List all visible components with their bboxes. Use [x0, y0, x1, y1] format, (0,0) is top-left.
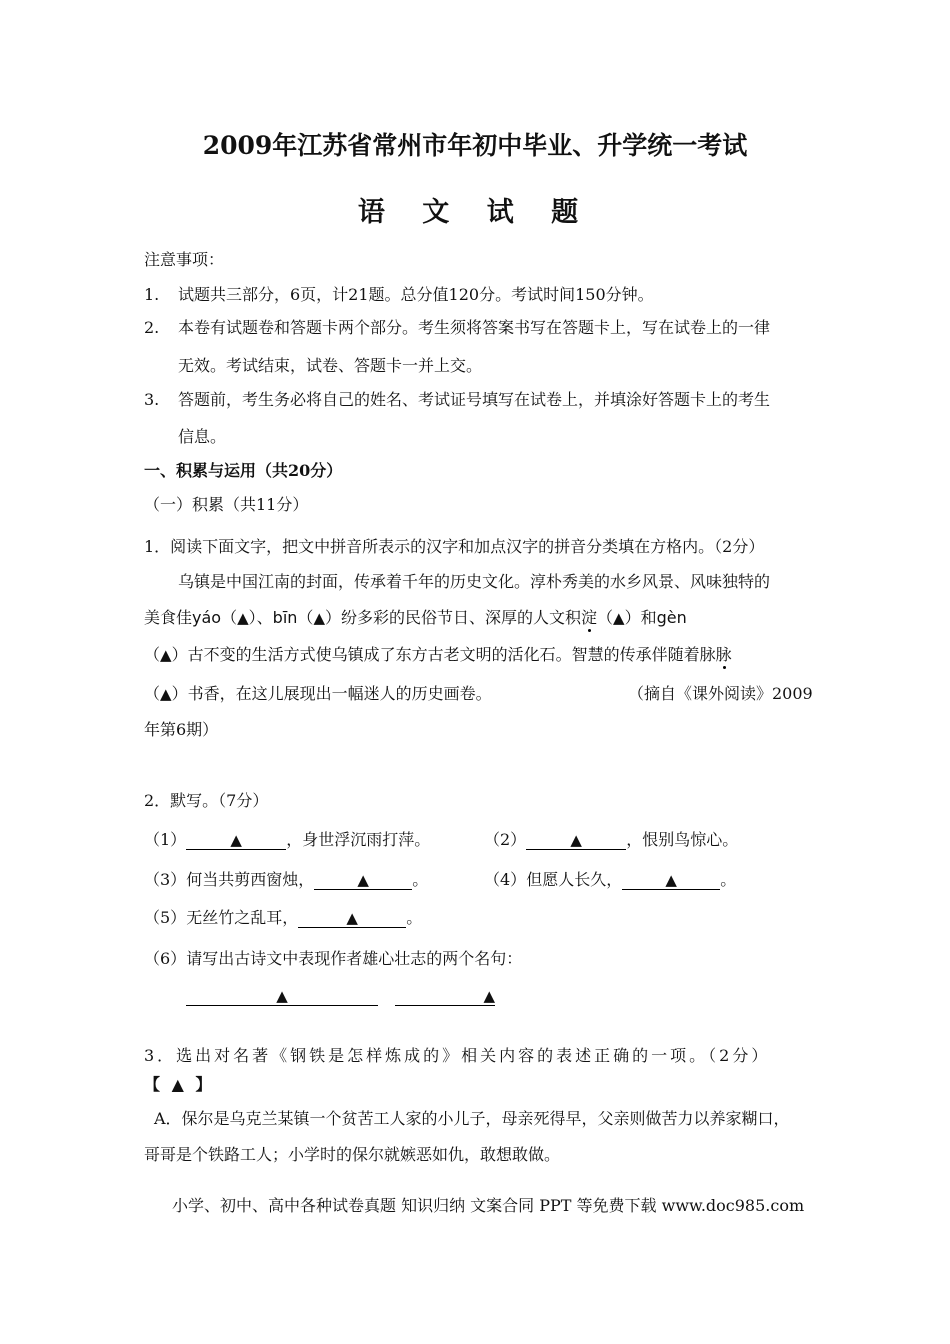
close-paren: ） [248, 608, 257, 627]
question-1-passage-line-1: 乌镇是中国江南的封面，传承着千年的历史文化。淳朴秀美的水乡风景、风味独特的 [178, 572, 771, 591]
section-subheading: （一）积累（共11分） [144, 495, 309, 514]
item-text: 何当共剪西窗烛， [186, 870, 315, 889]
pinyin-3: gèn [656, 608, 687, 627]
question-1-prompt: 1．阅读下面文字，把文中拼音所表示的汉字和加点汉字的拼音分类填在方格内。（2分） [144, 537, 765, 556]
recitation-item-6 [144, 949, 522, 969]
notice-item-3-text-cont: 信息。 [178, 427, 227, 446]
item-text: 但愿人长久， [526, 870, 623, 889]
question-1-passage-line-4 [144, 684, 492, 704]
item-text: 。 [720, 870, 737, 889]
recitation-item-4 [484, 870, 736, 890]
notice-heading: 注意事项： [144, 250, 225, 269]
answer-triangle: ▲ [570, 831, 582, 849]
passage-source-cont: 年第6期） [144, 720, 219, 739]
open-paren: （ [144, 645, 161, 664]
dotted-character-1: 淀 [581, 608, 598, 627]
question-3-prompt: 3．选出对名著《钢铁是怎样炼成的》相关内容的表述正确的一项。（2分） [144, 1046, 771, 1065]
notice-item-3-text: 答题前，考生务必将自己的姓名、考试证号填写在试卷上，并填涂好答题卡上的考生 [178, 390, 771, 409]
recitation-item-3 [144, 870, 428, 890]
answer-triangle: ▲ [276, 987, 288, 1005]
recitation-item-2 [484, 830, 738, 850]
answer-triangle-2: ▲ [313, 609, 325, 627]
answer-triangle: ▲ [230, 831, 242, 849]
answer-triangle: ▲ [346, 909, 358, 927]
answer-triangle-4: ▲ [160, 646, 172, 664]
footer-text: 小学、初中、高中各种试卷真题 知识归纳 文案合同 PPT 等免费下载 www.doc985.com [172, 1196, 805, 1215]
passage-text: 书香，在这儿展现出一幅迷人的历史画卷。 [187, 684, 492, 703]
option-a-cont: 哥哥是个铁路工人；小学时的保尔就嫉恶如仇，敢想敢做。 [144, 1145, 561, 1164]
item-text: 。 [406, 908, 423, 927]
recitation-item-5 [144, 908, 422, 928]
question-2-prompt: 2．默写。（7分） [144, 791, 269, 810]
answer-blank [186, 831, 286, 850]
notice-item-1-text: 试题共三部分，6页，计21题。总分值120分。考试时间150分钟。 [178, 285, 654, 304]
answer-triangle: ▲ [357, 871, 369, 889]
passage-text: 和 [640, 608, 657, 627]
notice-item-2-text-cont: 无效。考试结束，试卷、答题卡一并上交。 [178, 356, 483, 375]
separator: 、 [256, 608, 273, 627]
close-paren: ） [624, 608, 641, 627]
option-a: A．保尔是乌克兰某镇一个贫苦工人家的小儿子，母亲死得早，父亲则做苦力以养家糊口， [154, 1109, 790, 1128]
item-text: 无丝竹之乱耳， [186, 908, 299, 927]
item-number: （6） [144, 949, 187, 968]
answer-blank [314, 871, 412, 890]
exam-title: 2009年江苏省常州市年初中毕业、升学统一考试 [202, 131, 748, 160]
recitation-item-6-blanks [186, 986, 495, 1006]
passage-text: 古不变的生活方式使乌镇成了东方古老文明的活化石。智慧的传承伴随着脉 [187, 645, 716, 664]
question-1-passage-line-2 [144, 608, 687, 628]
notice-item-3-number: 3. [144, 390, 160, 409]
item-number: （3） [144, 870, 187, 889]
item-number: （5） [144, 908, 187, 927]
exam-subtitle: 语 文 试 题 [357, 197, 593, 228]
answer-blank [186, 987, 378, 1006]
answer-blank [622, 871, 720, 890]
answer-triangle-1: ▲ [237, 609, 249, 627]
notice-item-1-number: 1. [144, 285, 160, 304]
answer-triangle: ▲ [665, 871, 677, 889]
item-text: ，恨别鸟惊心。 [626, 830, 739, 849]
close-paren: ） [171, 684, 188, 703]
item-number: （4） [484, 870, 527, 889]
section-heading: 一、积累与运用（共20分） [144, 461, 343, 480]
item-text: 。 [412, 870, 429, 889]
open-paren: （ [221, 608, 238, 627]
pinyin-1: yáo [192, 608, 222, 627]
answer-triangle-3: ▲ [613, 609, 625, 627]
answer-blank [395, 987, 495, 1006]
item-text: ，身世浮沉雨打萍。 [286, 830, 431, 849]
open-paren: （ [144, 684, 161, 703]
close-paren: ） [171, 645, 188, 664]
close-paren: ） [324, 608, 341, 627]
open-paren: （ [597, 608, 614, 627]
answer-blank [526, 831, 626, 850]
question-1-passage-line-3 [144, 645, 732, 665]
item-number: （1） [144, 830, 187, 849]
passage-text: 美食佳 [144, 608, 193, 627]
answer-triangle: ▲ [483, 987, 495, 1005]
answer-triangle-5: ▲ [160, 685, 172, 703]
passage-source: （摘自《课外阅读》2009 [628, 684, 813, 703]
notice-item-2-text: 本卷有试题卷和答题卡两个部分。考生须将答案书写在答题卡上，写在试卷上的一律 [178, 318, 771, 337]
pinyin-2: bīn [272, 608, 298, 627]
answer-blank [298, 909, 406, 928]
item-text: 请写出古诗文中表现作者雄心壮志的两个名句： [186, 949, 523, 968]
passage-text: 纷多彩的民俗节日、深厚的人文积 [341, 608, 582, 627]
recitation-item-1 [144, 830, 430, 850]
notice-item-2-number: 2. [144, 318, 160, 337]
open-paren: （ [297, 608, 314, 627]
item-number: （2） [484, 830, 527, 849]
answer-bracket: 【 ▲ 】 [144, 1075, 215, 1094]
dotted-character-2: 脉 [715, 645, 732, 664]
